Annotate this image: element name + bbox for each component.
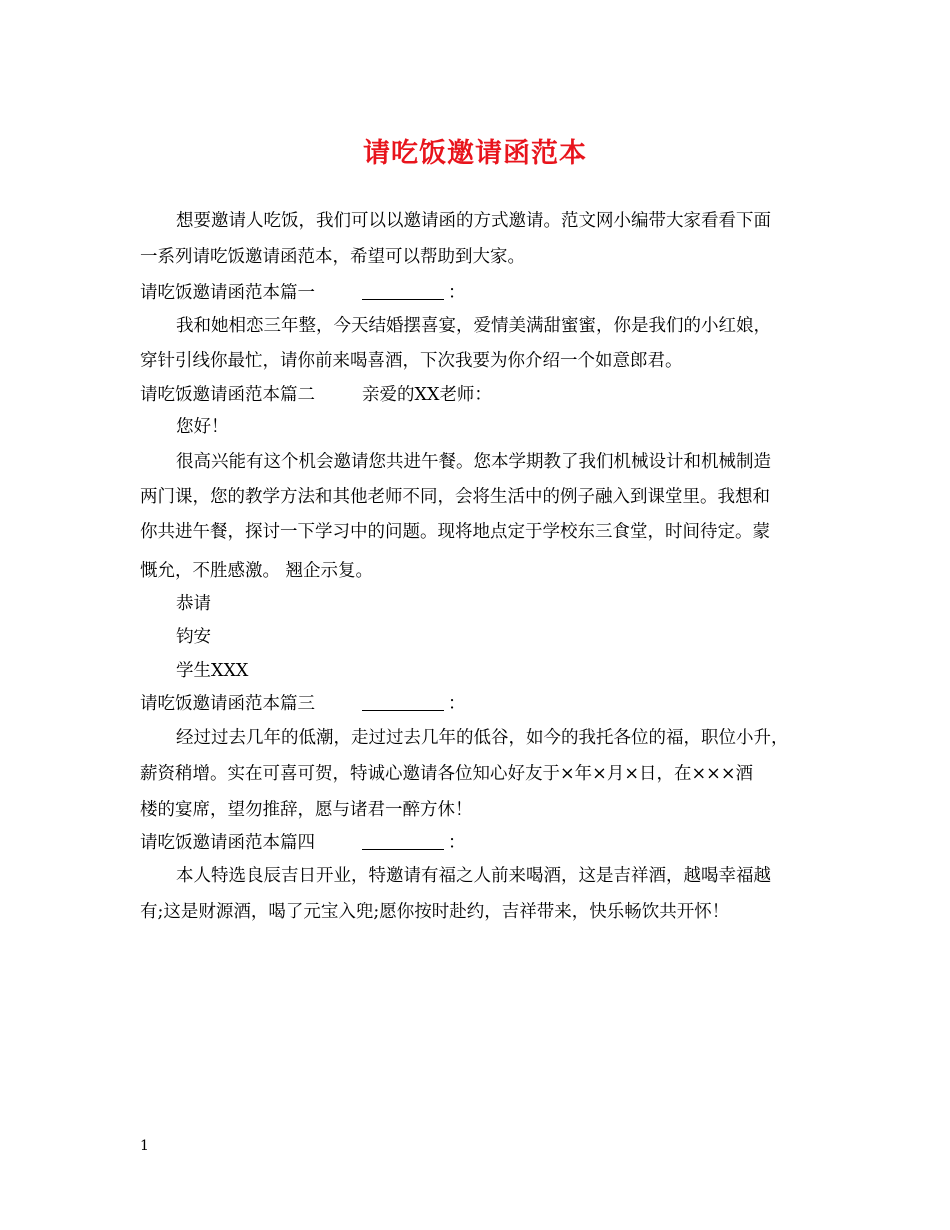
- intro-line-1: 想要邀请人吃饭，我们可以以邀请函的方式邀请。范文网小编带大家看看下面: [176, 211, 771, 231]
- section3-colon: ：: [448, 694, 466, 714]
- section4-body-line-2: 有;这是财源酒，喝了元宝入兜;愿你按时赴约，吉祥带来，快乐畅饮共开怀！: [140, 902, 730, 922]
- section1-heading-row: [140, 282, 840, 304]
- section1-colon: ：: [448, 283, 466, 303]
- section2-closing-1: 恭请: [176, 594, 211, 614]
- section1-body-line-1: 我和她相恋三年整，今天结婚摆喜宴，爱情美满甜蜜蜜，你是我们的小红娘，: [176, 316, 771, 336]
- section2-heading: 请吃饭邀请函范本篇二: [140, 385, 315, 405]
- section4-body-line-1: 本人特选良辰吉日开业，特邀请有福之人前来喝酒，这是吉祥酒，越喝幸福越: [176, 866, 771, 886]
- section2-closing-2: 钧安: [176, 627, 211, 647]
- section4-heading-row: [140, 832, 840, 854]
- section4-colon: ：: [448, 833, 466, 853]
- section2-body-line-4: 慨允，不胜感激。 翘企示复。: [140, 561, 374, 581]
- document-title: 请吃饭邀请函范本: [363, 138, 587, 169]
- section3-heading-row: [140, 693, 840, 715]
- section2-body-line-2: 两门课，您的教学方法和其他老师不同，会将生活中的例子融入到课堂里。我想和: [140, 487, 770, 507]
- section4-heading: 请吃饭邀请函范本篇四: [140, 833, 315, 853]
- section2-heading-row: [140, 384, 840, 406]
- section1-heading: 请吃饭邀请函范本篇一: [140, 283, 315, 303]
- section2-signature: 学生XXX: [176, 661, 249, 681]
- page-number: 1: [140, 1138, 149, 1154]
- section1-body-line-2: 穿针引线你最忙，请你前来喝喜酒，下次我要为你介绍一个如意郎君。: [140, 351, 683, 371]
- section2-body-line-1: 很高兴能有这个机会邀请您共进午餐。您本学期教了我们机械设计和机械制造: [176, 452, 771, 472]
- intro-line-2: 一系列请吃饭邀请函范本，希望可以帮助到大家。: [140, 247, 525, 267]
- section2-body-line-3: 你共进午餐，探讨一下学习中的问题。现将地点定于学校东三食堂，时间待定。蒙: [140, 522, 770, 542]
- blank-underline: [362, 694, 444, 711]
- section3-body-line-2: 薪资稍增。实在可喜可贺，特诚心邀请各位知心好友于×年×月×日，在×××酒: [140, 764, 753, 784]
- blank-underline: [362, 283, 444, 300]
- section2-greeting: 您好！: [176, 417, 229, 437]
- section3-body-line-3: 楼的宴席，望勿推辞，愿与诸君一醉方休！: [140, 800, 473, 820]
- section2-salutation: 亲爱的XX老师：: [362, 385, 492, 405]
- section3-heading: 请吃饭邀请函范本篇三: [140, 694, 315, 714]
- blank-underline: [362, 833, 444, 850]
- section3-body-line-1: 经过过去几年的低潮，走过过去几年的低谷，如今的我托各位的福，职位小升，: [176, 728, 789, 748]
